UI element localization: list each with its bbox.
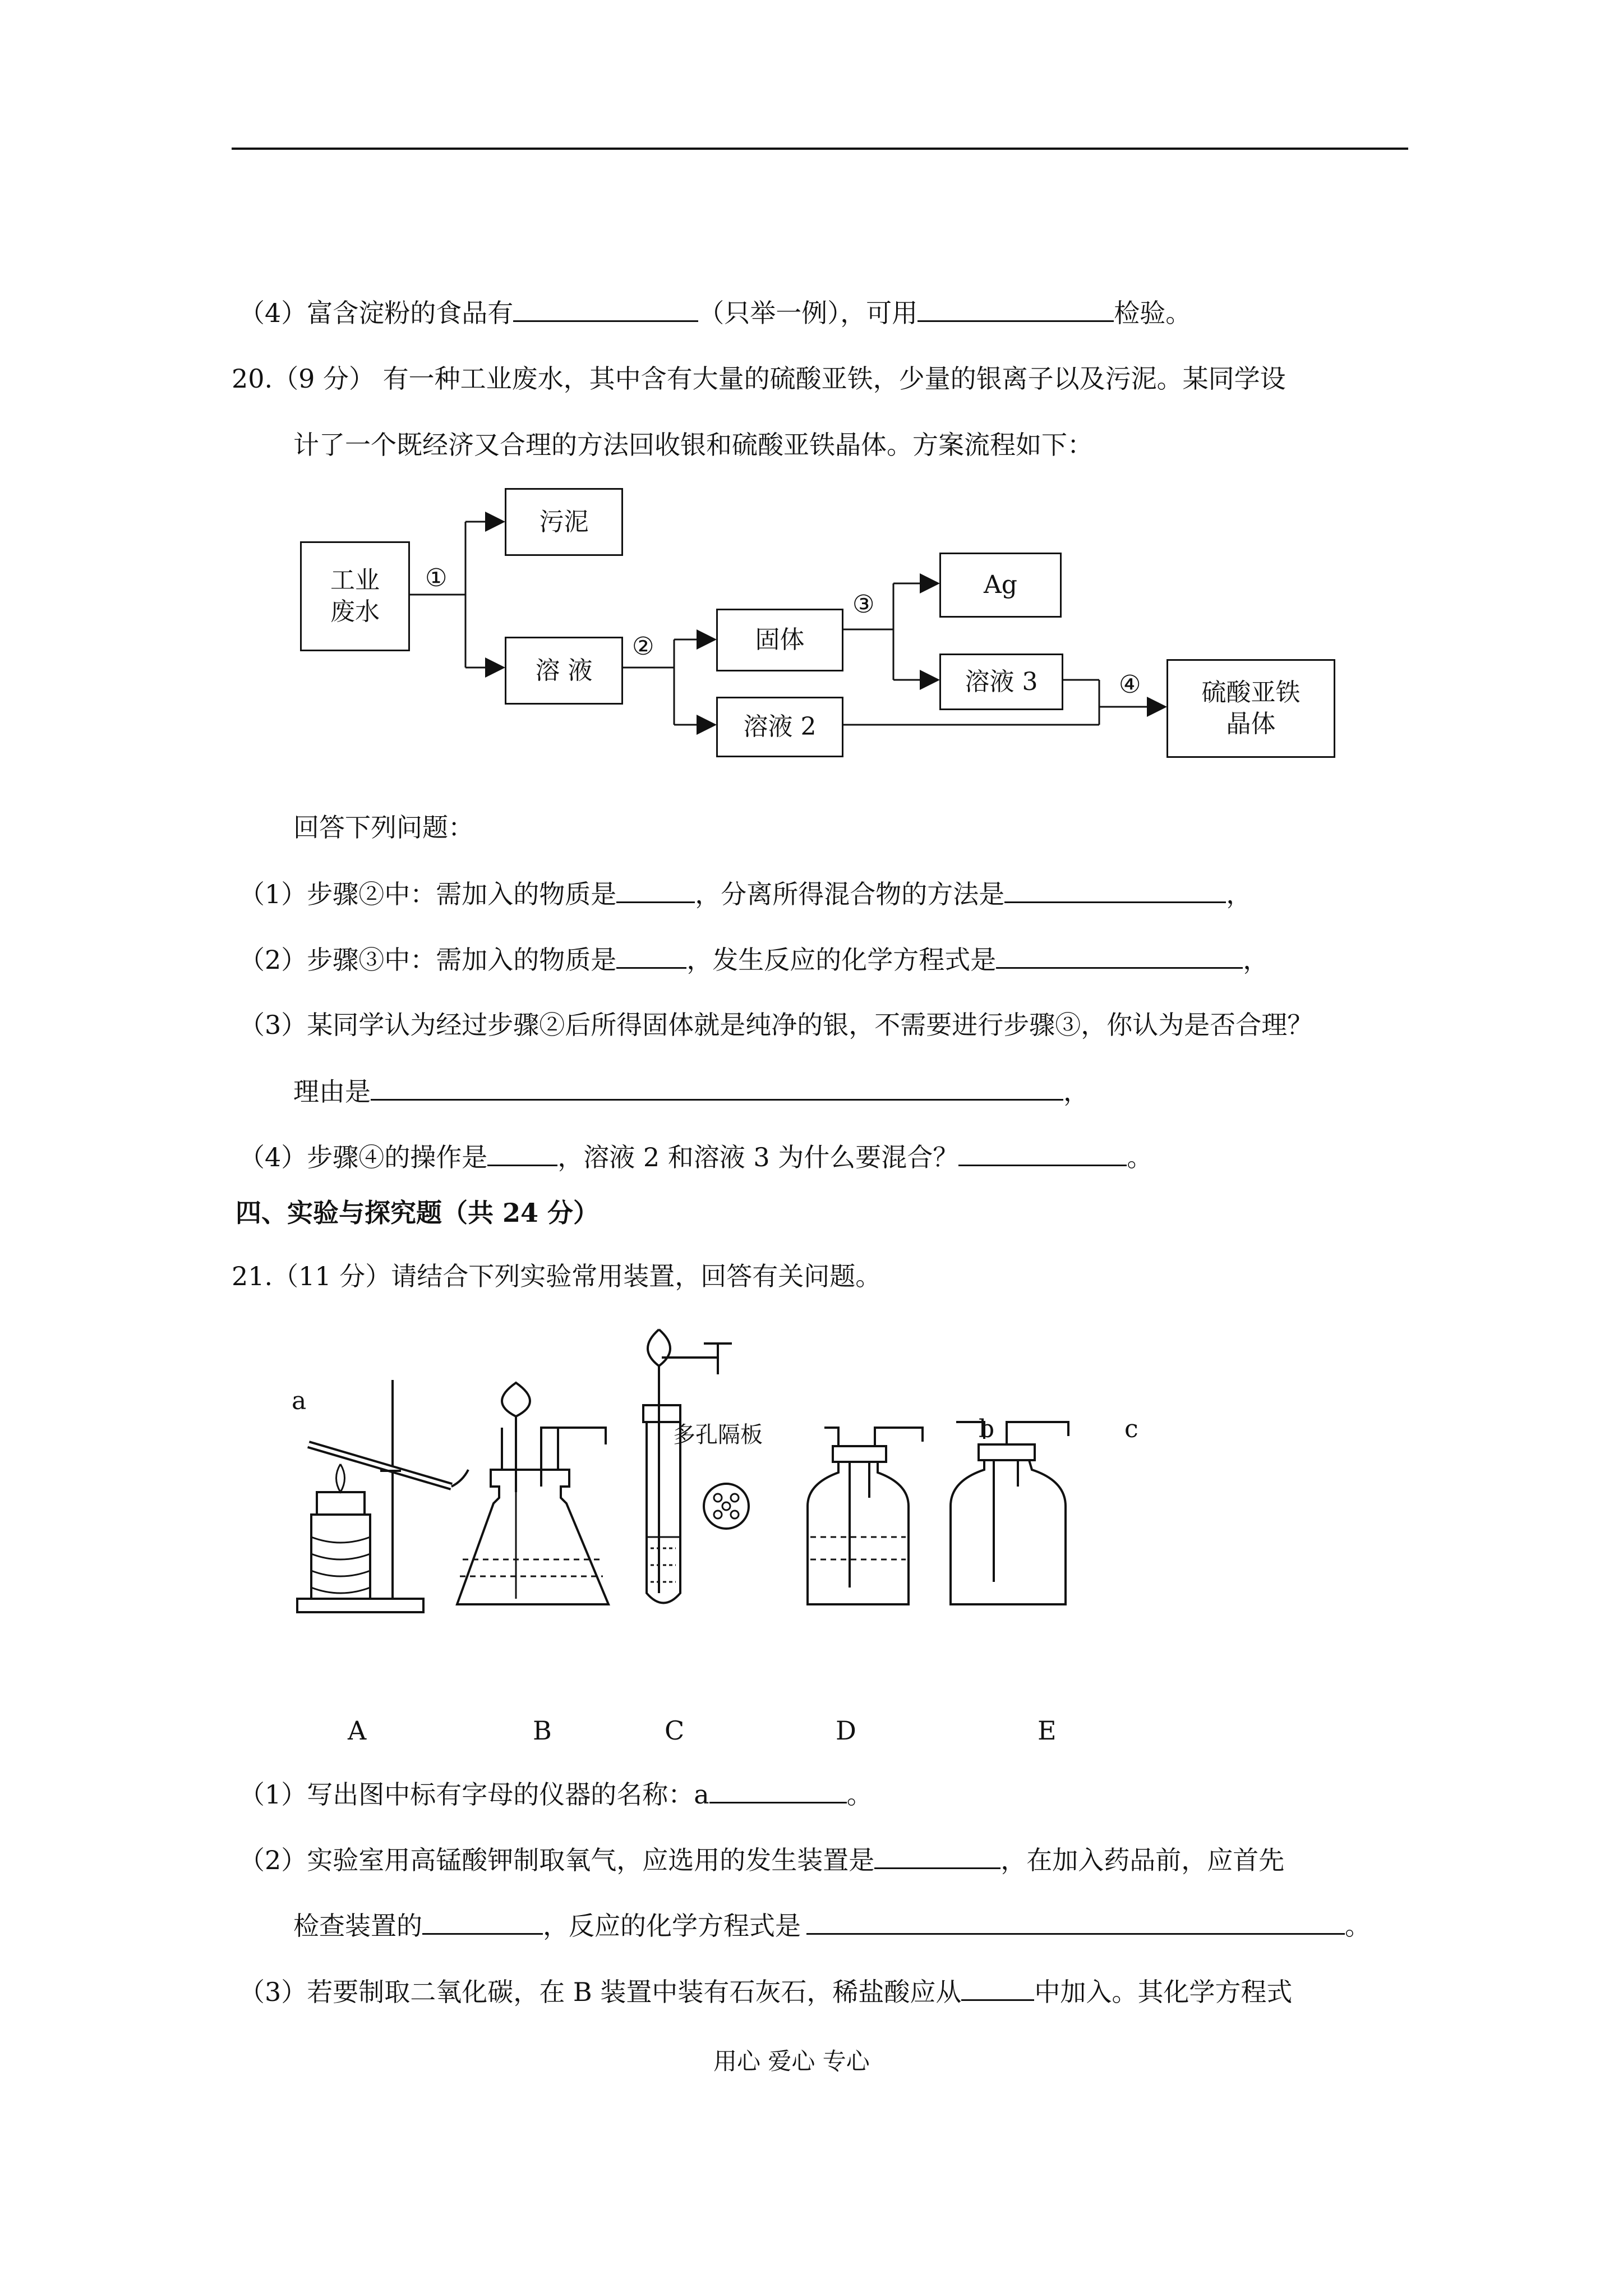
box-sludge: 污泥	[505, 488, 623, 556]
q21-part3	[239, 1975, 1292, 2009]
box-waste-line2: 废水	[330, 597, 380, 626]
label-porous-plate: 多孔隔板	[673, 1422, 763, 1448]
q21-part2-line2	[293, 1908, 1371, 1943]
step-2-label: ②	[632, 632, 654, 661]
answer-blank[interactable]	[422, 1908, 543, 1935]
step-3-label: ③	[852, 590, 875, 619]
device-b-flask	[457, 1428, 608, 1604]
q21-p2-text-d: ，反应的化学方程式是	[543, 1911, 801, 1941]
label-b: b	[979, 1415, 995, 1443]
q20-part3-line2	[293, 1074, 1089, 1108]
box-solution: 溶 液	[505, 637, 623, 705]
q20-p2-text-a: （2）步骤③中：需加入的物质是	[239, 945, 617, 975]
header-rule	[232, 148, 1408, 150]
label-a: a	[292, 1387, 307, 1415]
device-b-funnel	[502, 1383, 530, 1492]
q21-p2-text-b: ，在加入药品前，应首先	[1000, 1845, 1285, 1875]
box-solution3: 溶液 3	[939, 654, 1063, 710]
device-d-bottle	[808, 1462, 909, 1604]
q21-p2-text-c: 检查装置的	[293, 1911, 422, 1941]
q19-p4-text-a: （4）富含淀粉的食品有	[239, 298, 514, 328]
answer-blank[interactable]	[996, 942, 1243, 969]
q20-p3-text-a: 理由是	[293, 1076, 371, 1107]
device-label-a: A	[348, 1715, 367, 1746]
answer-blank[interactable]	[917, 296, 1114, 322]
device-a-base	[297, 1599, 423, 1612]
answer-blank[interactable]	[806, 1908, 1345, 1935]
q20-p4-text-a: （4）步骤④的操作是	[239, 1142, 488, 1172]
box-industrial-wastewater	[300, 541, 410, 651]
box-waste-line1: 工业	[330, 566, 380, 595]
box-solid: 固体	[716, 609, 843, 671]
box-product-line2: 晶体	[1226, 710, 1276, 738]
q20-part3-line1: （3）某同学认为经过步骤②后所得固体就是纯净的银，不需要进行步骤③，你认为是否合理？	[239, 1010, 1313, 1040]
q20-part4	[239, 1140, 1152, 1174]
q20-p1-text-a: （1）步骤②中：需加入的物质是	[239, 879, 617, 909]
answer-blank[interactable]	[874, 1843, 1000, 1869]
label-c: c	[1124, 1415, 1138, 1443]
box-product-line1: 硫酸亚铁	[1201, 678, 1301, 707]
answer-prompt: 回答下列问题：	[293, 812, 474, 843]
q20-p3-text-b: ，	[1063, 1076, 1089, 1107]
device-label-d: D	[836, 1715, 856, 1746]
q21-p3-text-a: （3）若要制取二氧化碳，在 B 装置中装有石灰石，稀盐酸应从	[239, 1977, 962, 2007]
q20-intro-line1: 20.（9 分） 有一种工业废水，其中含有大量的硫酸亚铁，少量的银离子以及污泥。某同学设	[232, 364, 1286, 394]
answer-blank[interactable]	[487, 1140, 557, 1166]
answer-blank[interactable]	[709, 1777, 847, 1803]
q20-p1-text-c: ，	[1226, 879, 1252, 909]
device-label-e: E	[1038, 1715, 1057, 1746]
section-heading: 四、实验与探究题（共 24 分）	[236, 1198, 600, 1228]
q21-intro: 21.（11 分）请结合下列实验常用装置，回答有关问题。	[232, 1261, 882, 1291]
device-c-funnel	[648, 1329, 670, 1366]
apparatus-drawing	[286, 1318, 1161, 1621]
answer-blank[interactable]	[1004, 877, 1226, 903]
q21-p1-text-b: 。	[846, 1779, 873, 1810]
device-label-c: C	[665, 1715, 685, 1746]
device-c-plate	[704, 1484, 749, 1529]
answer-blank[interactable]	[961, 1975, 1034, 2001]
q20-p2-text-c: ，	[1243, 945, 1269, 975]
q20-part1	[239, 877, 1252, 911]
device-label-b: B	[533, 1715, 552, 1746]
answer-blank[interactable]	[616, 942, 686, 969]
q20-p4-text-c: 。	[1127, 1142, 1153, 1172]
q20-p4-text-b: ，溶液 2 和溶液 3 为什么要混合？	[557, 1142, 959, 1172]
q21-part1	[239, 1777, 873, 1811]
q20-p1-text-b: ，分离所得混合物的方法是	[695, 879, 1005, 909]
q20-part2	[239, 942, 1269, 977]
step-1-label: ①	[425, 564, 448, 592]
device-e-bottle	[951, 1460, 1066, 1604]
q20-intro-line2: 计了一个既经济又合理的方法回收银和硫酸亚铁晶体。方案流程如下：	[293, 430, 1093, 460]
q19-p4-text-c: 检验。	[1114, 298, 1192, 328]
box-silver: Ag	[939, 553, 1062, 618]
q21-part2-line1	[239, 1843, 1284, 1877]
q20-p2-text-b: ，发生反应的化学方程式是	[686, 945, 997, 975]
answer-blank[interactable]	[958, 1140, 1127, 1166]
answer-blank[interactable]	[616, 877, 695, 903]
q19-part4	[239, 296, 1191, 330]
answer-blank[interactable]	[513, 296, 698, 322]
flow-chart	[292, 482, 1346, 774]
q19-p4-text-b: （只举一例），可用	[698, 298, 918, 328]
box-solution2: 溶液 2	[716, 697, 843, 757]
apparatus-figure	[286, 1318, 1161, 1621]
q21-p2-text-e: 。	[1345, 1911, 1371, 1941]
step-4-label: ④	[1119, 670, 1141, 699]
q21-p2-text-a: （2）实验室用高锰酸钾制取氧气，应选用的发生装置是	[239, 1845, 875, 1875]
answer-blank[interactable]	[371, 1074, 1063, 1101]
q21-p1-text-a: （1）写出图中标有字母的仪器的名称：a	[239, 1779, 709, 1810]
box-ferrous-sulfate-crystal	[1166, 659, 1335, 758]
page-footer: 用心 爱心 专心	[713, 2047, 870, 2075]
q21-p3-text-b: 中加入。其化学方程式	[1034, 1977, 1293, 2007]
